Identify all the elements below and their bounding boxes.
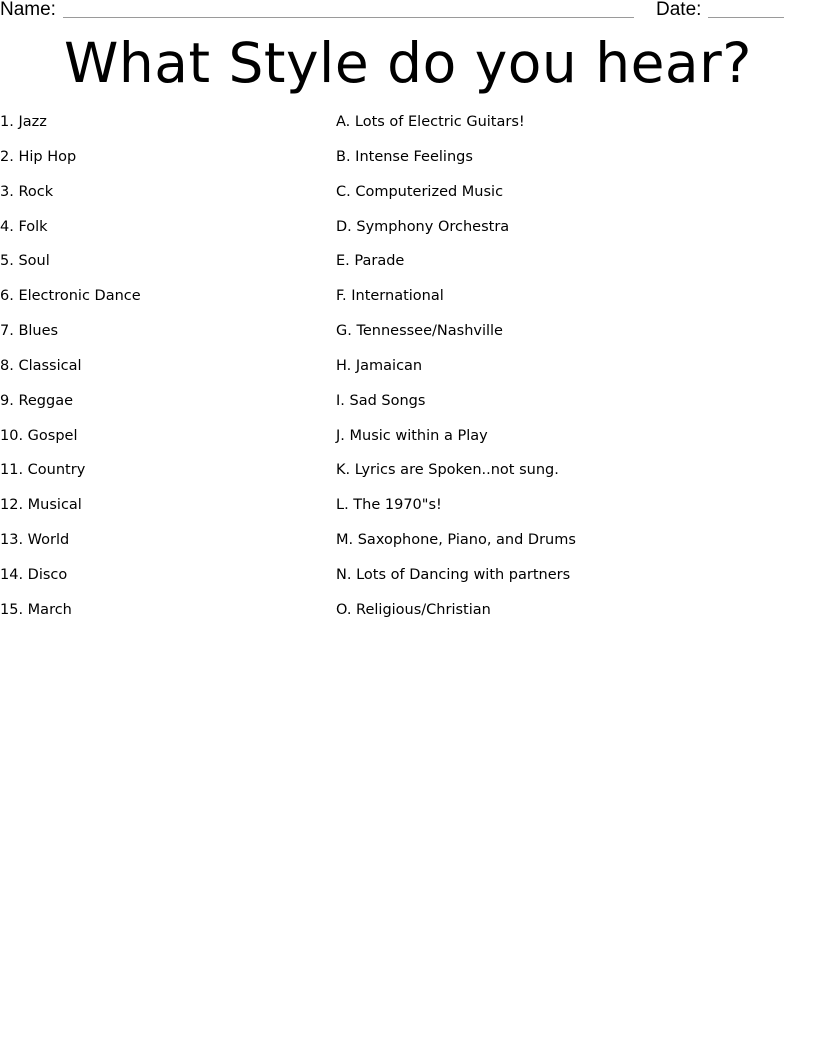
date-blank-line (708, 17, 784, 18)
term-item: 6. Electronic Dance (0, 288, 141, 305)
definition-item: D. Symphony Orchestra (336, 218, 510, 235)
term-item: 12. Musical (0, 497, 82, 514)
worksheet-header (0, 0, 816, 22)
terms-column (0, 112, 320, 635)
definition-item: B. Intense Feelings (336, 148, 473, 165)
term-item: 14. Disco (0, 566, 68, 583)
definition-item: J. Music within a Play (336, 427, 488, 444)
term-item: 2. Hip Hop (0, 148, 77, 165)
term-item: 8. Classical (0, 357, 82, 374)
definition-item: F. International (336, 288, 444, 305)
definition-item: G. Tennessee/Nashville (336, 323, 503, 340)
term-item: 13. World (0, 532, 70, 549)
name-blank-line (63, 17, 634, 18)
definition-item: I. Sad Songs (336, 392, 426, 409)
term-item: 3. Rock (0, 183, 54, 200)
term-item: 15. March (0, 601, 72, 618)
definition-item: N. Lots of Dancing with partners (336, 566, 571, 583)
definitions-column (336, 112, 806, 635)
term-item: 4. Folk (0, 218, 48, 235)
name-label: Name: (0, 0, 56, 20)
term-item: 11. Country (0, 462, 86, 479)
definition-item: L. The 1970"s! (336, 497, 442, 514)
term-item: 9. Reggae (0, 392, 74, 409)
date-label: Date: (656, 0, 702, 20)
term-item: 10. Gospel (0, 427, 78, 444)
definition-item: O. Religious/Christian (336, 601, 491, 618)
definition-item: E. Parade (336, 253, 405, 270)
definition-item: K. Lyrics are Spoken..not sung. (336, 462, 559, 479)
definition-item: H. Jamaican (336, 357, 423, 374)
definition-item: A. Lots of Electric Guitars! (336, 114, 525, 130)
term-item: 1. Jazz (0, 114, 47, 130)
page-title: What Style do you hear? (64, 31, 752, 95)
definition-item: M. Saxophone, Piano, and Drums (336, 532, 576, 549)
definition-item: C. Computerized Music (336, 183, 504, 200)
term-item: 7. Blues (0, 323, 59, 340)
term-item: 5. Soul (0, 253, 50, 270)
